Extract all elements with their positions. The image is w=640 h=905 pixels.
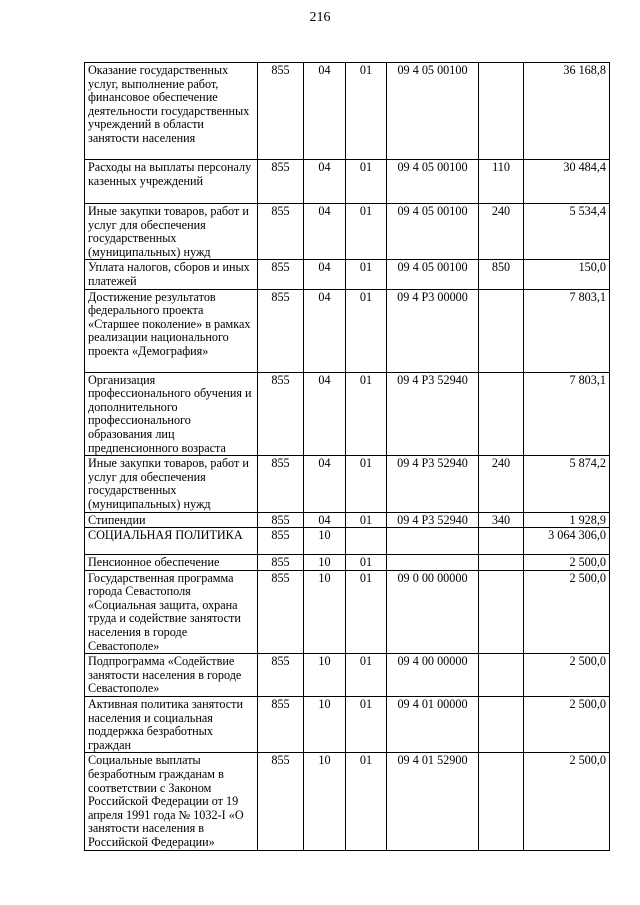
subsection-code: 01 <box>346 160 387 204</box>
table-row <box>85 512 610 528</box>
target-article: 09 4 P3 52940 <box>387 456 479 512</box>
subsection-code: 01 <box>346 289 387 372</box>
row-name: Расходы на выплаты персоналу казенных учреждений <box>85 160 258 204</box>
table-row <box>85 528 610 555</box>
amount: 7 803,1 <box>524 289 610 372</box>
section-code: 10 <box>304 697 346 753</box>
row-name: Достижение результатов федерального проекта «Старшее поколение» в рамках реализации национального проекта «Демография» <box>85 289 258 372</box>
target-article: 09 4 05 00100 <box>387 63 479 160</box>
expense-type <box>479 372 524 456</box>
subsection-code <box>346 528 387 555</box>
row-name: Государственная программа города Севастополя «Социальная защита, охрана труда и содействие занятости населения в городе Севастополе» <box>85 570 258 654</box>
section-code: 10 <box>304 570 346 654</box>
target-article: 09 4 05 00100 <box>387 260 479 289</box>
section-code: 10 <box>304 555 346 571</box>
amount: 2 500,0 <box>524 753 610 850</box>
table-row <box>85 456 610 512</box>
table-row <box>85 260 610 289</box>
subsection-code: 01 <box>346 570 387 654</box>
section-code: 10 <box>304 528 346 555</box>
table-row <box>85 697 610 753</box>
table-row <box>85 204 610 260</box>
row-name: Иные закупки товаров, работ и услуг для обеспечения государственных (муниципальных) нужд <box>85 456 258 512</box>
expense-type <box>479 697 524 753</box>
table-row <box>85 654 610 697</box>
subsection-code: 01 <box>346 456 387 512</box>
section-code: 10 <box>304 753 346 850</box>
target-article: 09 4 00 00000 <box>387 654 479 697</box>
row-name: Оказание государственных услуг, выполнение работ, финансовое обеспечение деятельности государственных учреждений в области занятости населения <box>85 63 258 160</box>
ministry-code: 855 <box>258 204 304 260</box>
amount: 36 168,8 <box>524 63 610 160</box>
subsection-code: 01 <box>346 697 387 753</box>
table-row <box>85 289 610 372</box>
expense-type: 850 <box>479 260 524 289</box>
table-body <box>85 63 610 851</box>
table-row <box>85 555 610 571</box>
row-name: Подпрограмма «Содействие занятости населения в городе Севастополе» <box>85 654 258 697</box>
expense-type: 240 <box>479 204 524 260</box>
expense-type <box>479 528 524 555</box>
expense-type <box>479 63 524 160</box>
target-article: 09 4 P3 00000 <box>387 289 479 372</box>
row-name: Организация профессионального обучения и дополнительного профессионального образования лиц предпенсионного возраста <box>85 372 258 456</box>
table-row <box>85 63 610 160</box>
amount: 1 928,9 <box>524 512 610 528</box>
expense-type <box>479 289 524 372</box>
subsection-code: 01 <box>346 260 387 289</box>
target-article: 09 4 05 00100 <box>387 204 479 260</box>
amount: 150,0 <box>524 260 610 289</box>
ministry-code: 855 <box>258 456 304 512</box>
subsection-code: 01 <box>346 512 387 528</box>
target-article: 09 4 01 52900 <box>387 753 479 850</box>
target-article: 09 4 01 00000 <box>387 697 479 753</box>
row-name: СОЦИАЛЬНАЯ ПОЛИТИКА <box>85 528 258 555</box>
table-row <box>85 160 610 204</box>
page-number: 216 <box>309 10 331 25</box>
row-name: Активная политика занятости населения и социальная поддержка безработных граждан <box>85 697 258 753</box>
amount: 2 500,0 <box>524 697 610 753</box>
subsection-code: 01 <box>346 204 387 260</box>
section-code: 04 <box>304 289 346 372</box>
section-code: 04 <box>304 260 346 289</box>
amount: 30 484,4 <box>524 160 610 204</box>
amount: 3 064 306,0 <box>524 528 610 555</box>
expense-type <box>479 654 524 697</box>
expense-type: 240 <box>479 456 524 512</box>
ministry-code: 855 <box>258 753 304 850</box>
ministry-code: 855 <box>258 512 304 528</box>
ministry-code: 855 <box>258 570 304 654</box>
section-code: 04 <box>304 456 346 512</box>
ministry-code: 855 <box>258 654 304 697</box>
expense-type: 340 <box>479 512 524 528</box>
budget-table <box>84 62 610 851</box>
row-name: Пенсионное обеспечение <box>85 555 258 571</box>
ministry-code: 855 <box>258 372 304 456</box>
target-article <box>387 528 479 555</box>
amount: 5 534,4 <box>524 204 610 260</box>
amount: 2 500,0 <box>524 555 610 571</box>
section-code: 04 <box>304 372 346 456</box>
subsection-code: 01 <box>346 555 387 571</box>
amount: 5 874,2 <box>524 456 610 512</box>
subsection-code: 01 <box>346 753 387 850</box>
section-code: 04 <box>304 512 346 528</box>
section-code: 10 <box>304 654 346 697</box>
ministry-code: 855 <box>258 63 304 160</box>
subsection-code: 01 <box>346 372 387 456</box>
subsection-code: 01 <box>346 654 387 697</box>
table-row <box>85 570 610 654</box>
target-article: 09 4 P3 52940 <box>387 372 479 456</box>
row-name: Иные закупки товаров, работ и услуг для обеспечения государственных (муниципальных) нужд <box>85 204 258 260</box>
target-article: 09 0 00 00000 <box>387 570 479 654</box>
section-code: 04 <box>304 160 346 204</box>
row-name: Социальные выплаты безработным гражданам в соответствии с Законом Российской Федерации от 19 апреля 1991 года № 1032-I «О занятости населения в Российской Федерации» <box>85 753 258 850</box>
subsection-code: 01 <box>346 63 387 160</box>
expense-type: 110 <box>479 160 524 204</box>
table-row <box>85 372 610 456</box>
ministry-code: 855 <box>258 555 304 571</box>
expense-type <box>479 570 524 654</box>
ministry-code: 855 <box>258 260 304 289</box>
expense-type <box>479 753 524 850</box>
ministry-code: 855 <box>258 528 304 555</box>
section-code: 04 <box>304 63 346 160</box>
table-row <box>85 753 610 850</box>
ministry-code: 855 <box>258 289 304 372</box>
section-code: 04 <box>304 204 346 260</box>
amount: 2 500,0 <box>524 570 610 654</box>
target-article: 09 4 P3 52940 <box>387 512 479 528</box>
amount: 7 803,1 <box>524 372 610 456</box>
row-name: Уплата налогов, сборов и иных платежей <box>85 260 258 289</box>
target-article <box>387 555 479 571</box>
target-article: 09 4 05 00100 <box>387 160 479 204</box>
ministry-code: 855 <box>258 160 304 204</box>
amount: 2 500,0 <box>524 654 610 697</box>
expense-type <box>479 555 524 571</box>
ministry-code: 855 <box>258 697 304 753</box>
row-name: Стипендии <box>85 512 258 528</box>
